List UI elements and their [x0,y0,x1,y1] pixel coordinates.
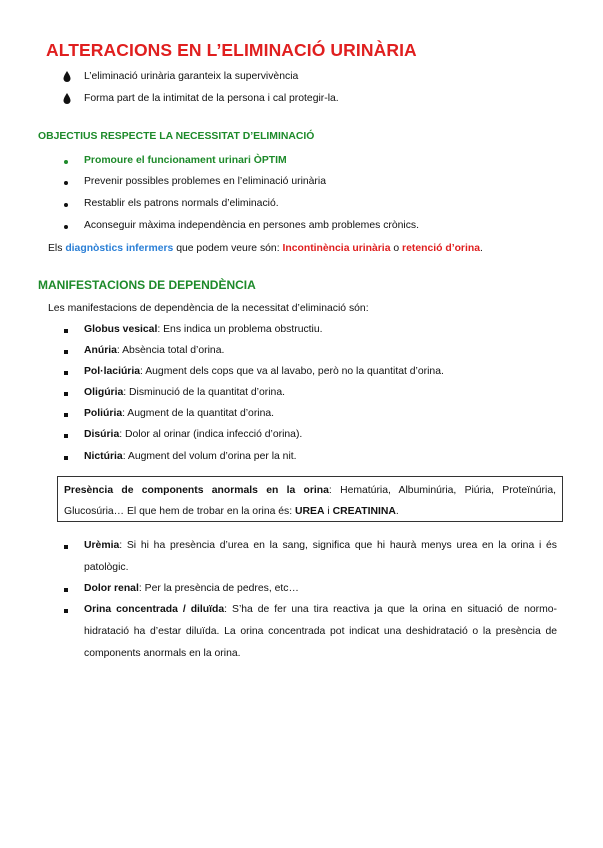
extra-text: : Per la presència de pedres, etc… [138,583,299,594]
bullet-square [64,545,68,549]
manifestacio-item [84,428,302,442]
diag-prefix: Els [48,243,66,254]
extra-text: : S’ha de fer una tira reactiva ja que la orina en situació de normo-hidratació ha d’estar diluïda. La orina concentrada pot indicat una deshidratació o la presència de components anormals en la orina. [84,604,557,659]
objectius-item: Aconseguir màxima independència en persones amb problemes crònics. [84,220,419,231]
manifestacio-item [84,344,224,358]
objectius-item: Prevenir possibles problemes en l’eliminació urinària [84,176,326,187]
manifestacio-text: : Augment de la quantitat d’orina. [122,408,275,419]
bullet-square [64,371,68,375]
extra-item [84,535,557,579]
manifestacio-item [84,365,444,379]
manifestacio-text: : Augment del volum d’orina per la nit. [122,451,297,462]
objectius-item: Restablir els patrons normals d’eliminació. [84,198,279,209]
bullet-square [64,588,68,592]
diag-middle: que podem veure són: [173,243,283,254]
box-text: : Hematúria, Albuminúria, Piúria, Proteïnúria, Glucosúria… El que hem de trobar en la orina és: [64,485,556,517]
diagnostics-line [48,242,483,256]
extra-term: Orina concentrada / diluïda [84,604,225,615]
intro-item: Forma part de la intimitat de la persona i cal protegir-la. [84,93,339,104]
box-term: Presència de components anormals en la orina [64,485,329,496]
manifestacio-text: : Absència total d’orina. [116,345,225,356]
bullet-square [64,329,68,333]
bullet-dot [64,225,68,229]
bullet-square [64,413,68,417]
box-creatinina: CREATININA [332,506,396,517]
manifestacio-item [84,450,297,464]
diag-incontinence: Incontinència urinària [282,243,391,254]
objectius-heading: OBJECTIUS RESPECTE LA NECESSITAT D’ELIMINACIÓ [38,131,315,142]
manifestacio-term: Nictúria [84,451,123,462]
bullet-square [64,456,68,460]
manifestacio-text: : Disminució de la quantitat d’orina. [123,387,285,398]
diag-or: o [390,243,403,254]
manifestacio-term: Globus vesical [84,324,158,335]
diag-end: . [480,243,483,254]
diag-retention: retenció d’orina [402,243,480,254]
bullet-dot [64,160,68,164]
objectius-item: Promoure el funcionament urinari ÒPTIM [84,155,287,166]
manifestacio-term: Pol·laciúria [84,366,141,377]
manifestacions-intro: Les manifestacions de dependència de la necessitat d’eliminació són: [48,303,369,314]
diag-term: diagnòstics infermers [65,243,174,254]
bullet-dot [64,181,68,185]
extra-term: Dolor renal [84,583,139,594]
manifestacio-term: Poliúria [84,408,123,419]
highlight-box-text [64,480,556,522]
box-urea: UREA [295,506,325,517]
bullet-square [64,392,68,396]
manifestacions-heading: MANIFESTACIONS DE DEPENDÈNCIA [38,278,256,292]
manifestacio-item [84,323,323,337]
extra-item [84,578,557,600]
manifestacio-item [84,386,285,400]
bullet-square [64,434,68,438]
manifestacio-term: Anúria [84,345,117,356]
drop-bullet-icon [62,70,72,84]
page-title: ALTERACIONS EN L’ELIMINACIÓ URINÀRIA [46,40,417,60]
bullet-square [64,350,68,354]
extra-term: Urèmia [84,540,120,551]
manifestacio-text: : Dolor al orinar (indica infecció d’orina). [119,429,303,440]
extra-text: : Si hi ha presència d’urea en la sang, significa que hi haurà menys urea en la orina i és patològic. [84,540,557,573]
manifestacio-term: Oligúria [84,387,124,398]
manifestacio-text: : Ens indica un problema obstructiu. [157,324,323,335]
intro-item: L’eliminació urinària garanteix la supervivència [84,71,299,82]
manifestacio-text: : Augment dels cops que va al lavabo, però no la quantitat d’orina. [140,366,444,377]
manifestacio-item [84,407,274,421]
box-and: i [324,506,333,517]
bullet-dot [64,203,68,207]
drop-bullet-icon [62,92,72,106]
box-end: . [395,506,399,517]
extra-item [84,599,557,665]
bullet-square [64,609,68,613]
manifestacio-term: Disúria [84,429,120,440]
